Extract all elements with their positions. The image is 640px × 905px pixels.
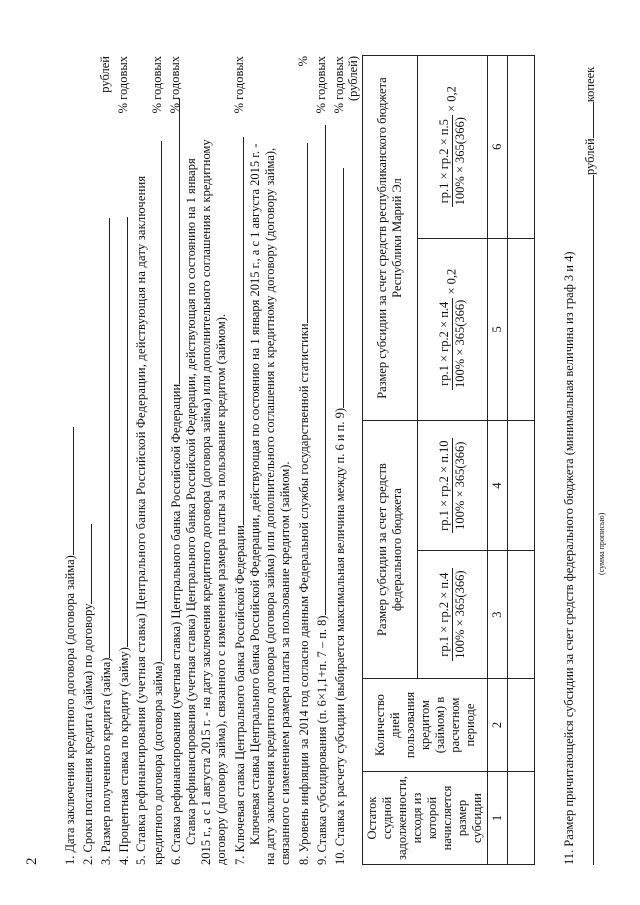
column-number-4: 4 (488, 421, 508, 551)
item-7-note-line-1: Ключевая ставка Центрального банка Российской Федерации, действующая по состоянию на 1 января 2015 г., а с 1 августа 2015 г. - (248, 143, 262, 845)
item-10-label: 10. Ставка к расчету субсидии (выбирается максимальная величина между п. 6 и п. 9) (332, 168, 348, 865)
item-11-caption: (сумма прописью) (597, 512, 606, 575)
header-republican-budget: Размер субсидии за счет средств республиканского бюджета Республики Марий Эл (363, 56, 418, 421)
currency-note: (рублей) (346, 56, 360, 102)
item-11-label: 11. Размер причитающейся субсидии за счет средств федерального бюджета (минимальная величина из граф 3 и 4) (562, 251, 576, 865)
item-7-note-line-3: связанного с изменением размера платы за пользование кредитом (займом). (278, 461, 292, 865)
item-5-line-1: 5. Ставка рефинансирования (учетная ставка) Центрального банка Российской Федерации, действующая на дату заключения (134, 175, 148, 865)
item-3-label: 3. Размер полученного кредита (займа) (98, 218, 114, 865)
column-number-2: 2 (488, 679, 508, 772)
formula-col-6: гр.1 × гр.2 × п.5 100% × 365(366) × 0,2 (418, 56, 488, 239)
item-6-note-line-3: договору (договору займа), связанного с изменением размера платы за пользование кредитом (займом). (214, 313, 228, 865)
item-2-label: 2. Сроки погашения кредита (займа) по договору (80, 524, 96, 865)
header-loan-balance: Остаток ссудной задолженности, исходя из которой начисляется размер субсидии (363, 772, 488, 865)
data-cell-4 (508, 421, 535, 551)
item-5-unit: % годовых (150, 56, 164, 114)
data-cell-5 (508, 238, 535, 421)
item-6-note-line-2: 2015 г., а с 1 августа 2015 г. - на дату заключения кредитного договора (договора займа) или дополнительного соглашения к кредитному (199, 139, 213, 865)
column-number-3: 3 (488, 551, 508, 679)
data-cell-1 (508, 772, 535, 865)
item-1-label: 1. Дата заключения кредитного договора (договора займа) (62, 427, 78, 865)
header-federal-budget: Размер субсидии за счет средств федерального бюджета (363, 421, 418, 679)
item-7-unit: % годовых (232, 56, 246, 114)
formula-col-3: гр.1 × гр.2 × п.4 100% × 365(366) (418, 551, 488, 679)
item-6-unit: % годовых (168, 56, 182, 114)
item-8-unit: % (296, 56, 310, 67)
column-number-5: 5 (488, 238, 508, 421)
data-cell-2 (508, 679, 535, 772)
item-9-label: 9. Ставка субсидирования (п. 6×1,1+п. 7 – п. 8) (314, 125, 330, 865)
item-6-note-line-1: Ставка рефинансирования (учетная ставка) Центрального банка Российской Федерации, действующая по состоянию на 1 января (184, 158, 198, 845)
data-cell-3 (508, 551, 535, 679)
column-number-6: 6 (488, 56, 508, 239)
item-8-label: 8. Уровень инфляции за 2014 год согласно данным Федеральной службы государственной статистики (296, 143, 312, 865)
item-5-line-2: кредитного договора (договора займа) (150, 141, 166, 865)
formula-col-4: гр.1 × гр.2 × п.10 100% × 365(366) (418, 421, 488, 551)
item-3-unit: рублей (98, 56, 112, 93)
item-10-unit: % годовых (332, 56, 346, 114)
item-4-label: 4. Процентная ставка по кредиту (займу) (116, 217, 132, 865)
item-7-note-line-2: на дату заключения кредитного договора (договора займа) или дополнительного соглашения к кредитному договору (договору займа), (263, 147, 277, 865)
item-4-unit: % годовых (116, 56, 130, 114)
item-6-label: 6. Ставка рефинансирования (учетная ставка) Центрального банка Российской Федерации (168, 98, 184, 865)
header-days-of-use: Количество дней пользования кредитом (займом) в расчетном периоде (363, 679, 488, 772)
subsidy-calculation-table (362, 55, 535, 865)
item-7-label: 7. Ключевая ставка Центрального банка Российской Федерации (232, 137, 248, 865)
item-11-amount-line: рублейкопеек (582, 67, 598, 865)
formula-col-5: гр.1 × гр.2 × п.4 100% × 365(366) × 0,2 (418, 238, 488, 421)
column-number-1: 1 (488, 772, 508, 865)
item-9-unit: % годовых (314, 56, 328, 114)
page-number: 2 (24, 857, 40, 865)
data-cell-6 (508, 56, 535, 239)
